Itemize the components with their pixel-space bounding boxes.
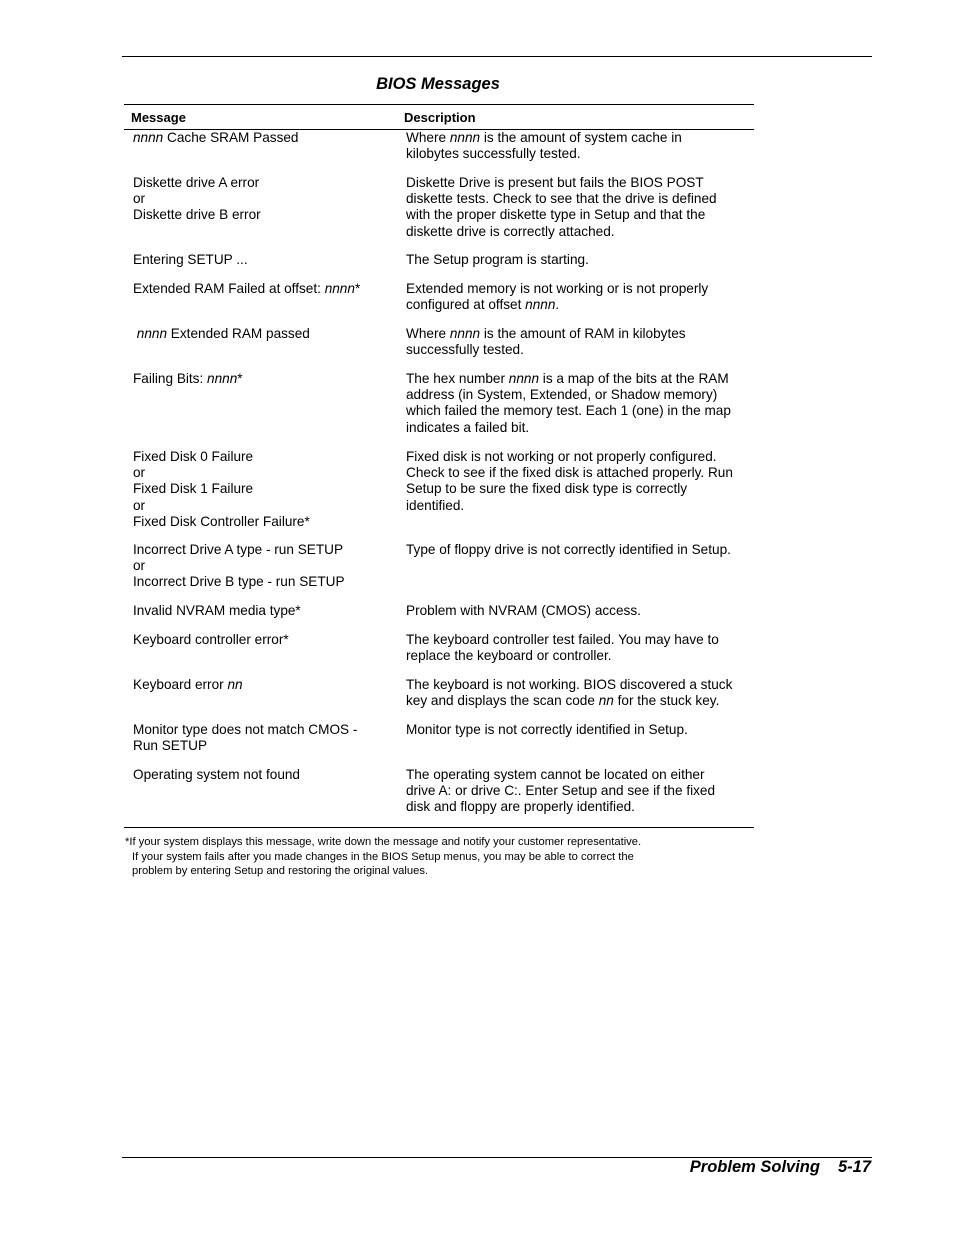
description-cell bbox=[406, 252, 756, 268]
message-cell bbox=[133, 130, 383, 146]
cell-line bbox=[406, 403, 756, 419]
cell-line bbox=[406, 799, 756, 815]
text-run: Where bbox=[406, 130, 450, 145]
cell-line bbox=[133, 175, 383, 191]
text-run: configured at offset bbox=[406, 297, 526, 313]
description-cell bbox=[406, 542, 756, 558]
cell-line bbox=[406, 146, 756, 162]
text-run: replace the keyboard or controller. bbox=[406, 648, 612, 664]
cell-line bbox=[133, 574, 383, 590]
text-run: drive A: or drive C:. Enter Setup and see if the fixed bbox=[406, 783, 716, 799]
cell-line bbox=[406, 342, 756, 358]
text-run: Type of floppy drive is not correctly identified in Setup. bbox=[406, 542, 731, 557]
text-run: Failing Bits: bbox=[133, 371, 208, 386]
message-cell bbox=[133, 449, 383, 530]
text-run: . bbox=[555, 297, 560, 313]
italic-placeholder: nnnn bbox=[133, 130, 164, 145]
cell-line bbox=[133, 371, 383, 387]
cell-line bbox=[406, 420, 756, 436]
text-run: or bbox=[133, 558, 146, 574]
cell-line bbox=[406, 783, 756, 799]
cell-line bbox=[133, 130, 383, 146]
text-run: or bbox=[133, 191, 146, 207]
text-run: * bbox=[354, 281, 361, 296]
text-run: which failed the memory test. Each 1 (one) in the map bbox=[406, 403, 731, 419]
cell-line bbox=[133, 542, 383, 558]
cell-line bbox=[406, 207, 756, 223]
text-run: Incorrect Drive B type - run SETUP bbox=[133, 574, 345, 590]
cell-line bbox=[406, 498, 756, 514]
cell-line bbox=[406, 693, 756, 709]
text-run: Diskette drive A error bbox=[133, 175, 260, 190]
cell-line bbox=[406, 465, 756, 481]
column-header-message: Message bbox=[131, 110, 186, 125]
cell-line bbox=[406, 224, 756, 240]
table-title: BIOS Messages bbox=[376, 75, 500, 93]
text-run: or bbox=[133, 497, 146, 513]
cell-line bbox=[133, 558, 383, 574]
description-cell bbox=[406, 130, 756, 162]
description-cell bbox=[406, 281, 756, 313]
italic-placeholder: nnnn bbox=[525, 297, 556, 313]
cell-line bbox=[133, 252, 383, 268]
cell-line bbox=[133, 449, 383, 465]
message-cell bbox=[133, 252, 383, 268]
text-run: Run SETUP bbox=[133, 738, 208, 754]
text-run: Operating system not found bbox=[133, 767, 300, 782]
text-run: key and displays the scan code bbox=[406, 693, 599, 709]
text-run: is the amount of RAM in kilobytes bbox=[480, 326, 686, 341]
italic-placeholder: nnnn bbox=[508, 371, 540, 386]
text-run: is the amount of system cache in bbox=[480, 130, 682, 145]
cell-line bbox=[133, 632, 383, 648]
message-cell bbox=[133, 281, 383, 297]
message-cell bbox=[133, 175, 383, 224]
text-run: Problem with NVRAM (CMOS) access. bbox=[406, 603, 641, 618]
description-cell bbox=[406, 603, 756, 619]
cell-line bbox=[406, 175, 756, 191]
table-bottom-rule bbox=[124, 827, 754, 828]
cell-line bbox=[133, 465, 383, 481]
message-cell bbox=[133, 722, 383, 754]
page-number: 5-17 bbox=[837, 1158, 871, 1176]
text-run: diskette tests. Check to see that the drive is defined bbox=[406, 191, 717, 207]
italic-placeholder: nnnn bbox=[449, 130, 481, 145]
text-run: Keyboard error bbox=[133, 677, 228, 692]
cell-line bbox=[406, 677, 756, 693]
message-cell bbox=[133, 632, 383, 648]
cell-line bbox=[406, 603, 756, 619]
text-run: successfully tested. bbox=[406, 342, 524, 358]
cell-line bbox=[406, 281, 756, 297]
text-run: indicates a failed bit. bbox=[406, 419, 530, 435]
footnote-line: *If your system displays this message, write down the message and notify your customer representative. bbox=[125, 836, 642, 848]
cell-line bbox=[406, 297, 756, 313]
table-header bbox=[124, 104, 754, 130]
text-run: The keyboard controller test failed. You may have to bbox=[406, 632, 719, 647]
cell-line bbox=[406, 722, 756, 738]
message-cell bbox=[133, 542, 383, 591]
text-run: Entering SETUP ... bbox=[133, 252, 248, 267]
cell-line bbox=[406, 648, 756, 664]
italic-placeholder: nnnn bbox=[324, 281, 355, 296]
cell-line bbox=[133, 326, 383, 342]
italic-placeholder: nnnn bbox=[207, 371, 238, 386]
cell-line bbox=[133, 722, 383, 738]
text-run: Diskette drive B error bbox=[133, 207, 261, 223]
text-run: or bbox=[133, 465, 146, 481]
text-run: Diskette Drive is present but fails the BIOS POST bbox=[406, 175, 704, 190]
italic-placeholder: nnnn bbox=[449, 326, 481, 341]
description-cell bbox=[406, 326, 756, 358]
description-cell bbox=[406, 632, 756, 664]
cell-line bbox=[406, 481, 756, 497]
text-run: Monitor type is not correctly identified in Setup. bbox=[406, 722, 688, 737]
text-run: Fixed Disk 0 Failure bbox=[133, 449, 254, 464]
cell-line bbox=[133, 603, 383, 619]
cell-line bbox=[133, 514, 383, 530]
description-cell bbox=[406, 767, 756, 816]
cell-line bbox=[406, 632, 756, 648]
text-run: Monitor type does not match CMOS - bbox=[133, 722, 358, 737]
text-run: Cache SRAM Passed bbox=[163, 130, 299, 145]
cell-line bbox=[406, 326, 756, 342]
description-cell bbox=[406, 677, 756, 709]
cell-line bbox=[133, 281, 383, 297]
cell-line bbox=[133, 481, 383, 497]
footnote-line: If your system fails after you made changes in the BIOS Setup menus, you may be able to correct the bbox=[132, 850, 634, 863]
message-cell bbox=[133, 677, 383, 693]
footnote bbox=[125, 835, 641, 879]
text-run: Fixed Disk Controller Failure* bbox=[133, 513, 310, 529]
header-rule bbox=[122, 56, 872, 57]
text-run: Extended RAM passed bbox=[167, 326, 310, 341]
cell-line bbox=[133, 677, 383, 693]
cell-line bbox=[406, 130, 756, 146]
text-run: diskette drive is correctly attached. bbox=[406, 223, 615, 239]
cell-line bbox=[406, 191, 756, 207]
description-cell bbox=[406, 722, 756, 738]
footer-section-title: Problem Solving bbox=[689, 1158, 820, 1176]
text-run: address (in System, Extended, or Shadow memory) bbox=[406, 387, 718, 403]
column-header-description: Description bbox=[404, 110, 476, 125]
text-run: Invalid NVRAM media type* bbox=[133, 603, 301, 618]
text-run: Fixed disk is not working or not properly configured. bbox=[406, 449, 717, 464]
message-cell bbox=[133, 371, 383, 387]
page-footer bbox=[690, 1158, 871, 1177]
text-run: Keyboard controller error* bbox=[133, 632, 289, 647]
description-cell bbox=[406, 371, 756, 436]
cell-line bbox=[406, 449, 756, 465]
text-run: for the stuck key. bbox=[613, 693, 720, 709]
text-run: Fixed Disk 1 Failure bbox=[133, 481, 254, 497]
cell-line bbox=[133, 498, 383, 514]
footnote-line: problem by entering Setup and restoring the original values. bbox=[132, 865, 429, 878]
description-cell bbox=[406, 175, 756, 240]
message-cell bbox=[133, 767, 383, 783]
text-run: Check to see if the fixed disk is attached properly. Run bbox=[406, 465, 733, 481]
cell-line bbox=[133, 191, 383, 207]
cell-line bbox=[406, 542, 756, 558]
cell-line bbox=[406, 252, 756, 268]
text-run: * bbox=[237, 371, 243, 386]
text-run: with the proper diskette type in Setup and that the bbox=[406, 207, 706, 223]
text-run: The Setup program is starting. bbox=[406, 252, 589, 267]
text-run: kilobytes successfully tested. bbox=[406, 146, 581, 162]
text-run: is a map of the bits at the RAM bbox=[539, 371, 729, 386]
message-cell bbox=[133, 326, 383, 342]
text-run: disk and floppy are properly identified. bbox=[406, 799, 635, 815]
cell-line bbox=[406, 387, 756, 403]
message-cell bbox=[133, 603, 383, 619]
text-run: The hex number bbox=[406, 371, 509, 386]
text-run: Incorrect Drive A type - run SETUP bbox=[133, 542, 344, 557]
italic-placeholder: nnnn bbox=[133, 326, 168, 341]
text-run: Extended RAM Failed at offset: bbox=[133, 281, 325, 296]
italic-placeholder: nn bbox=[227, 677, 243, 692]
text-run: Setup to be sure the fixed disk type is correctly bbox=[406, 481, 688, 497]
cell-line bbox=[133, 738, 383, 754]
cell-line bbox=[406, 371, 756, 387]
text-run: Extended memory is not working or is not properly bbox=[406, 281, 709, 296]
cell-line bbox=[133, 207, 383, 223]
text-run: The operating system cannot be located on either bbox=[406, 767, 705, 782]
description-cell bbox=[406, 449, 756, 514]
cell-line bbox=[406, 767, 756, 783]
text-run: identified. bbox=[406, 497, 465, 513]
cell-line bbox=[133, 767, 383, 783]
text-run: The keyboard is not working. BIOS discovered a stuck bbox=[406, 677, 733, 692]
text-run: Where bbox=[406, 326, 450, 341]
italic-placeholder: nn bbox=[598, 693, 614, 709]
